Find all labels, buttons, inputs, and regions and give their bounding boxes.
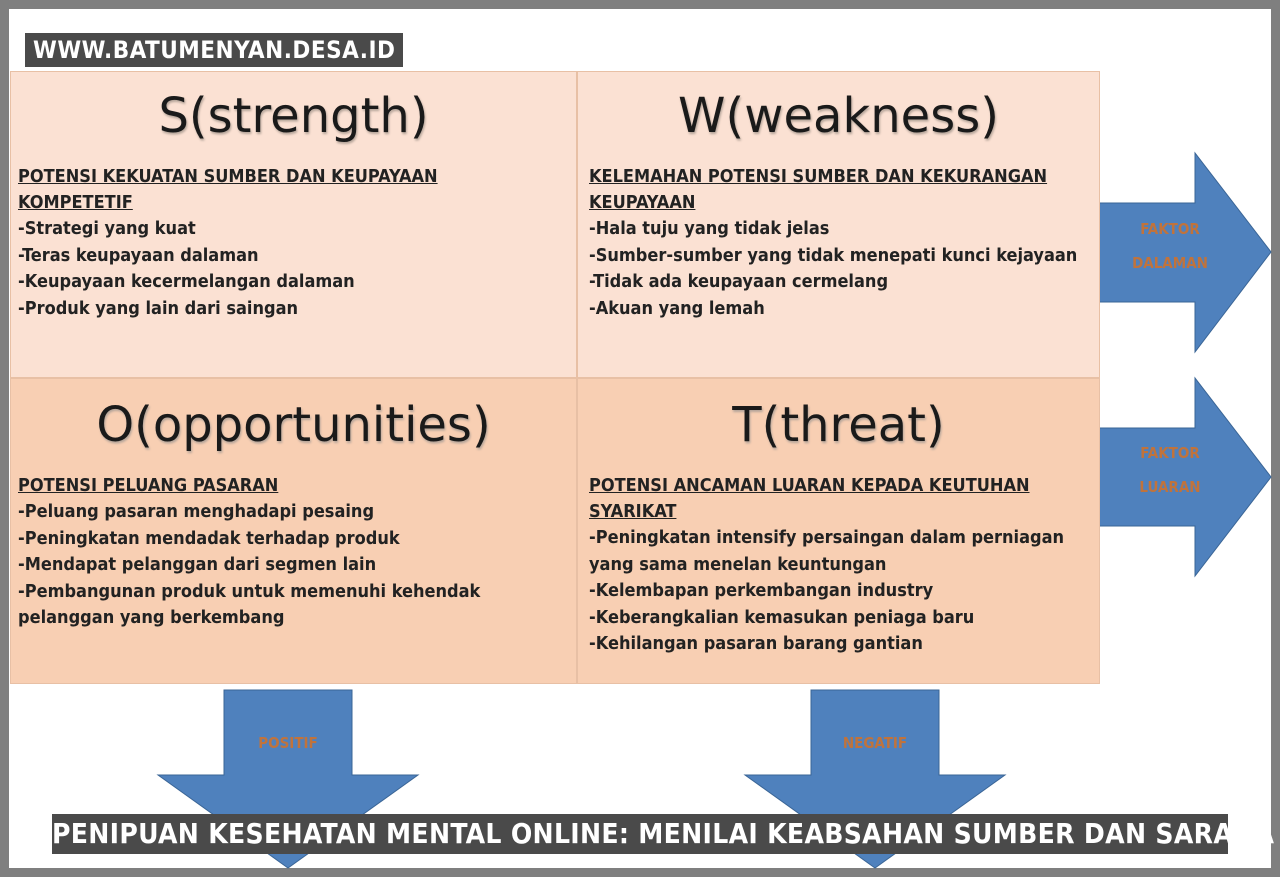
arrow-label-line: LUARAN [1139, 478, 1201, 496]
quadrant-heading [589, 473, 1099, 525]
quadrant-title: O(opportunities) [96, 397, 491, 453]
list-item: -Kehilangan pasaran barang gantian [589, 633, 923, 654]
quadrant-list [589, 525, 1099, 658]
image-caption: PENIPUAN KESEHATAN MENTAL ONLINE: MENILAI KEABSAHAN SUMBER DAN SARANA [52, 814, 1228, 854]
quadrant-weakness [577, 71, 1100, 378]
list-item: -Tidak ada keupayaan cermelang [589, 271, 889, 292]
quadrant-title: T(threat) [732, 397, 945, 453]
arrow-label-line: FAKTOR [1140, 220, 1200, 238]
heading-line: SYARIKAT [589, 501, 677, 522]
arrow-label-external [1105, 436, 1235, 504]
arrow-label-line: POSITIF [258, 734, 318, 752]
heading-line: KEUPAYAAN [589, 192, 696, 213]
quadrant-heading [18, 473, 576, 499]
heading-line: POTENSI ANCAMAN LUARAN KEPADA KEUTUHAN [589, 475, 1030, 496]
list-item: -Peningkatan intensify persaingan dalam perniagan [589, 527, 1065, 548]
arrow-label-negative [811, 726, 939, 760]
quadrant-threat [577, 378, 1100, 684]
arrow-label-positive [224, 726, 352, 760]
list-item: -Keupayaan kecermelangan dalaman [18, 271, 355, 292]
quadrant-opportunities [10, 378, 577, 684]
arrow-label-line: FAKTOR [1140, 444, 1200, 462]
list-item: -Pembangunan produk untuk memenuhi kehendak [18, 580, 481, 602]
quadrant-title: S(strength) [158, 88, 429, 144]
quadrant-list [589, 216, 1099, 322]
list-item: -Kelembapan perkembangan industry [589, 580, 934, 601]
quadrant-heading [18, 164, 576, 216]
site-watermark: WWW.BATUMENYAN.DESA.ID [25, 33, 403, 67]
heading-line: POTENSI KEKUATAN SUMBER DAN KEUPAYAAN [18, 166, 438, 187]
list-item: -Peluang pasaran menghadapi pesaing [18, 501, 375, 522]
list-item: -Peningkatan mendadak terhadap produk [18, 527, 400, 549]
quadrant-list [18, 499, 576, 632]
quadrant-strength [10, 71, 577, 378]
heading-line: KELEMAHAN POTENSI SUMBER DAN KEKURANGAN [589, 166, 1048, 187]
list-item: -Mendapat pelanggan dari segmen lain [18, 554, 377, 575]
heading-line: KOMPETETIF [18, 192, 133, 213]
list-item: pelanggan yang berkembang [18, 607, 285, 628]
arrow-label-internal [1105, 212, 1235, 280]
list-item: -Hala tuju yang tidak jelas [589, 218, 830, 239]
list-item: -Strategi yang kuat [18, 218, 196, 239]
list-item: -Produk yang lain dari saingan [18, 297, 299, 319]
quadrant-title: W(weakness) [678, 88, 999, 144]
heading-line: POTENSI PELUANG PASARAN [18, 475, 279, 496]
list-item: -Sumber-sumber yang tidak menepati kunci kejayaan [589, 244, 1078, 266]
list-item: -Akuan yang lemah [589, 297, 765, 319]
quadrant-heading [589, 164, 1099, 216]
quadrant-list [18, 216, 576, 322]
list-item: yang sama menelan keuntungan [589, 553, 887, 575]
list-item: -Teras keupayaan dalaman [18, 244, 259, 266]
arrow-label-line: NEGATIF [842, 734, 908, 752]
list-item: -Keberangkalian kemasukan peniaga baru [589, 606, 975, 628]
arrow-label-line: DALAMAN [1132, 254, 1208, 272]
